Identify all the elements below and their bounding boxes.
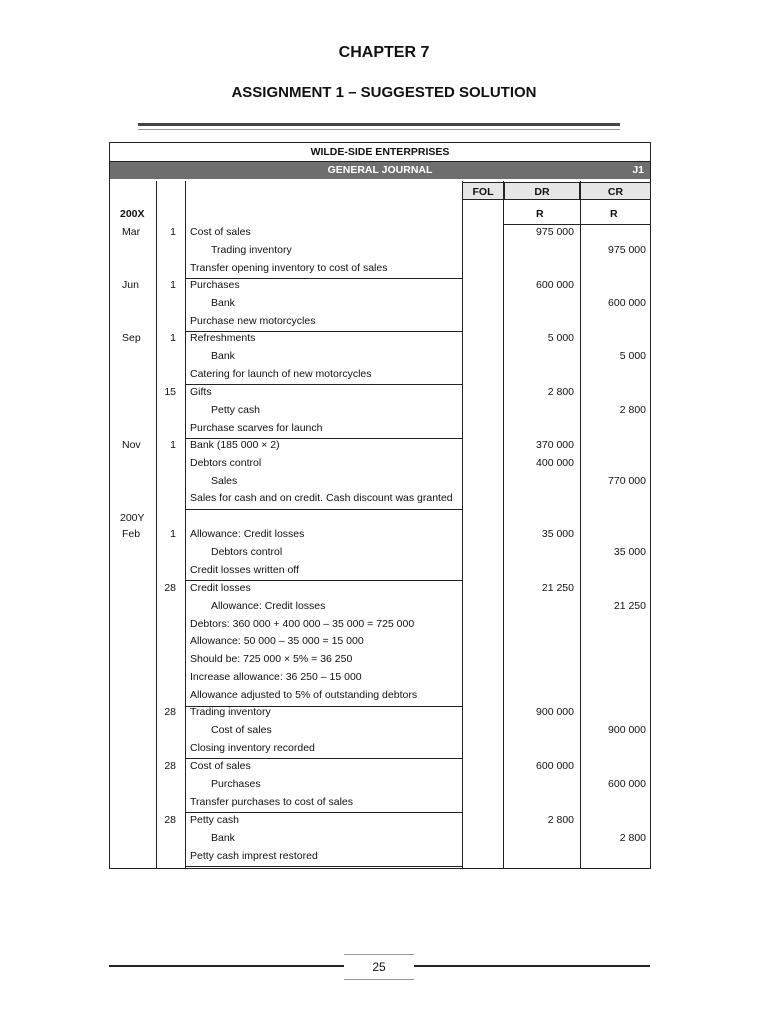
- debit-amount: 600 000: [536, 760, 574, 772]
- account-line: Petty cash: [190, 814, 240, 826]
- debit-amount: 5 000: [547, 332, 574, 344]
- credit-amount: 2 800: [619, 403, 646, 416]
- journal-title-bar: [110, 162, 650, 179]
- column-divider: [462, 181, 463, 869]
- entry-month: Jun: [122, 279, 139, 291]
- account-line: Bank (185 000 × 2): [190, 439, 280, 451]
- credit-account: Bank: [211, 296, 235, 309]
- narration: Closing inventory recorded: [190, 741, 315, 754]
- credit-amount: 770 000: [608, 474, 646, 487]
- currency-row-rule: [504, 224, 651, 225]
- account-line: Trading inventory: [190, 706, 271, 718]
- debit-amount: 2 800: [547, 814, 574, 826]
- entry-day: 1: [170, 332, 176, 344]
- entry-month: Mar: [122, 226, 141, 238]
- account-line: Gifts: [190, 386, 212, 398]
- debit-amount: 400 000: [536, 456, 574, 469]
- entry-month: Nov: [122, 439, 141, 451]
- entry-separator: [185, 866, 463, 867]
- column-divider: [503, 181, 504, 869]
- entry-day: 1: [170, 528, 176, 540]
- credit-amount: 900 000: [608, 723, 646, 736]
- credit-account: Bank: [211, 349, 235, 362]
- dr-currency: R: [536, 208, 544, 220]
- narration: Transfer opening inventory to cost of sales: [190, 261, 388, 274]
- entry-separator: [185, 509, 463, 510]
- entry-month: Feb: [122, 528, 141, 540]
- company-name: WILDE-SIDE ENTERPRISES: [110, 143, 650, 162]
- narration: Transfer purchases to cost of sales: [190, 795, 354, 808]
- debit-amount: 2 800: [547, 386, 574, 398]
- debit-amount: 370 000: [536, 439, 574, 451]
- entry-day: 28: [164, 814, 176, 826]
- dr-header: DR: [504, 182, 580, 200]
- journal-reference: J1: [632, 164, 644, 176]
- narration: Catering for launch of new motorcycles: [190, 367, 372, 380]
- narration: Purchase new motorcycles: [190, 314, 316, 327]
- title-divider: [138, 123, 620, 126]
- cr-header: CR: [580, 182, 651, 200]
- account-line: Should be: 725 000 × 5% = 36 250: [190, 653, 353, 666]
- account-line: Increase allowance: 36 250 – 15 000: [190, 671, 362, 683]
- entry-day: 28: [164, 582, 176, 594]
- column-divider: [156, 181, 157, 869]
- narration: Credit losses written off: [190, 563, 299, 576]
- debit-amount: 35 000: [541, 528, 574, 540]
- credit-account: Sales: [211, 474, 238, 487]
- debit-amount: 975 000: [536, 226, 574, 238]
- entry-day: 28: [164, 760, 176, 772]
- narration: Allowance adjusted to 5% of outstanding debtors: [190, 688, 418, 701]
- column-divider: [580, 181, 581, 869]
- year-200y: 200Y: [120, 512, 145, 524]
- cr-currency: R: [610, 208, 618, 220]
- credit-amount: 600 000: [608, 296, 646, 309]
- entry-day: 1: [170, 226, 176, 238]
- footer-rule-right: [414, 965, 650, 967]
- journal-title: GENERAL JOURNAL: [327, 164, 433, 176]
- credit-account: Cost of sales: [211, 723, 272, 736]
- footer-rule-left: [109, 965, 344, 967]
- account-line: Debtors: 360 000 + 400 000 – 35 000 = 725 000: [190, 617, 415, 630]
- credit-amount: 5 000: [619, 349, 646, 362]
- credit-amount: 600 000: [608, 777, 646, 790]
- account-line: Debtors control: [190, 456, 262, 469]
- account-line: Cost of sales: [190, 760, 251, 772]
- credit-account: Purchases: [211, 777, 261, 790]
- narration: Sales for cash and on credit. Cash discount was granted: [190, 492, 453, 505]
- credit-amount: 2 800: [619, 831, 646, 844]
- narration: Petty cash imprest restored: [190, 849, 318, 862]
- entry-month: Sep: [122, 332, 141, 344]
- debit-amount: 600 000: [536, 279, 574, 291]
- year-200x: 200X: [120, 208, 145, 220]
- credit-account: Trading inventory: [211, 243, 292, 256]
- credit-account: Debtors control: [211, 545, 283, 558]
- account-line: Purchases: [190, 279, 240, 291]
- debit-amount: 900 000: [536, 706, 574, 718]
- account-line: Allowance: Credit losses: [190, 528, 305, 540]
- entry-day: 15: [164, 386, 176, 398]
- entry-day: 28: [164, 706, 176, 718]
- fol-header: FOL: [462, 182, 504, 200]
- account-line: Refreshments: [190, 332, 256, 344]
- credit-account: Allowance: Credit losses: [211, 599, 326, 612]
- account-line: Allowance: 50 000 – 35 000 = 15 000: [190, 635, 364, 648]
- general-journal-table: [109, 142, 651, 869]
- title-divider-thin: [138, 129, 620, 130]
- column-divider: [185, 181, 186, 869]
- page-number: 25: [344, 954, 414, 980]
- debit-amount: 21 250: [541, 582, 574, 594]
- account-line: Credit losses: [190, 582, 251, 594]
- credit-amount: 975 000: [608, 243, 646, 256]
- credit-account: Bank: [211, 831, 235, 844]
- assignment-title: ASSIGNMENT 1 – SUGGESTED SOLUTION: [231, 84, 537, 101]
- narration: Purchase scarves for launch: [190, 421, 323, 434]
- credit-amount: 21 250: [613, 599, 646, 612]
- chapter-title: CHAPTER 7: [338, 44, 430, 61]
- credit-account: Petty cash: [211, 403, 261, 416]
- entry-day: 1: [170, 439, 176, 451]
- entry-separator: [185, 384, 463, 385]
- account-line: Cost of sales: [190, 226, 251, 238]
- entry-day: 1: [170, 279, 176, 291]
- credit-amount: 35 000: [613, 545, 646, 558]
